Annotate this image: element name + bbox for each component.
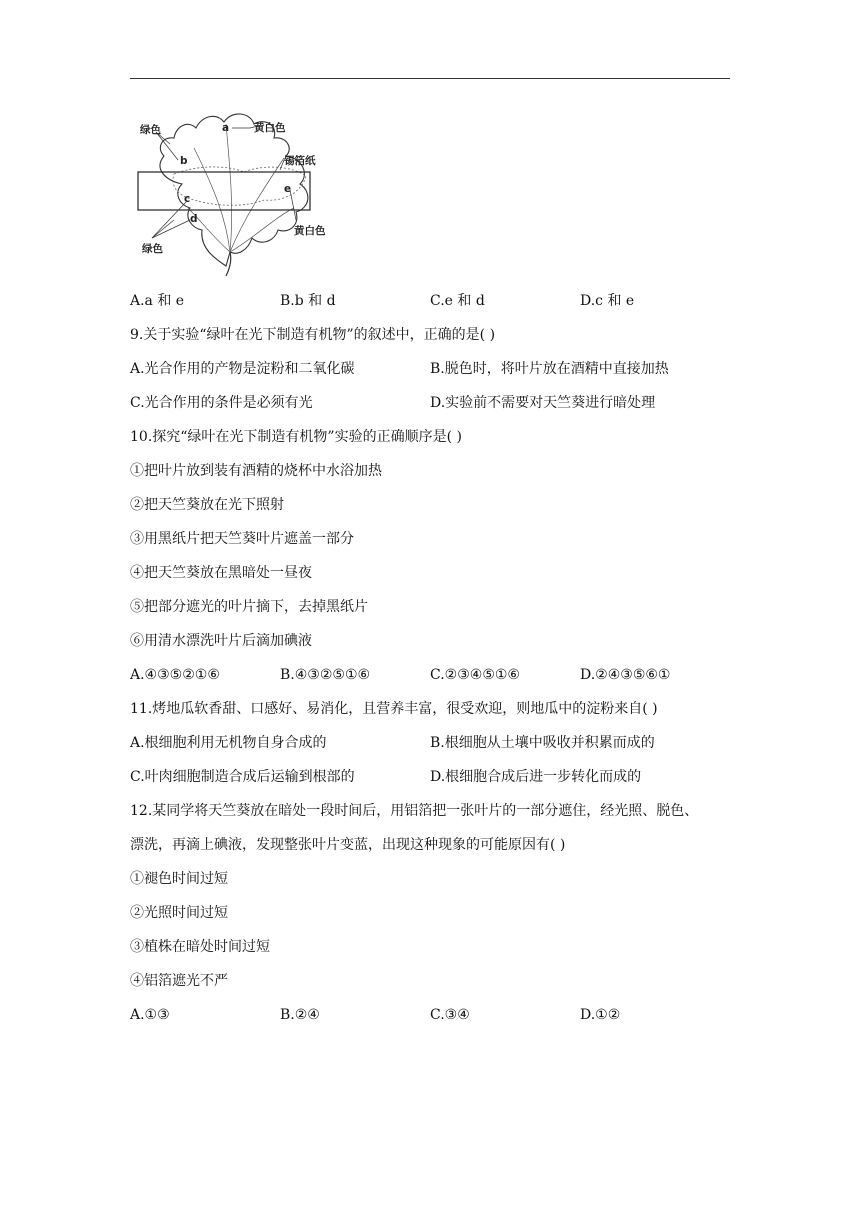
q10-step-2: ②把天竺葵放在光下照射 — [130, 497, 284, 513]
q12-step-1: ①褪色时间过短 — [130, 871, 228, 887]
q11-option-c[interactable]: C.叶肉细胞制造合成后运输到根部的 — [130, 769, 355, 785]
label-foil: 锡箔纸 — [284, 155, 316, 167]
label-b: b — [180, 155, 188, 167]
q9-option-a[interactable]: A.光合作用的产物是淀粉和二氧化碳 — [130, 361, 355, 377]
q9-option-d[interactable]: D.实验前不需要对天竺葵进行暗处理 — [430, 395, 656, 411]
q12-step-4: ④铝箔遮光不严 — [130, 973, 228, 989]
q10-step-5: ⑤把部分遮光的叶片摘下，去掉黑纸片 — [130, 599, 368, 615]
leaf-figure — [134, 108, 344, 278]
q12-option-a[interactable]: A.①③ — [130, 1007, 170, 1023]
q12-step-3: ③植株在暗处时间过短 — [130, 939, 270, 955]
q8-option-c[interactable]: C.e 和 d — [430, 293, 485, 309]
q10-option-a[interactable]: A.④③⑤②①⑥ — [130, 667, 220, 683]
q12-option-c[interactable]: C.③④ — [430, 1007, 470, 1023]
q9-stem: 9.关于实验“绿叶在光下制造有机物”的叙述中，正确的是( ) — [130, 327, 496, 343]
q8-option-a[interactable]: A.a 和 e — [130, 293, 185, 309]
q10-step-6: ⑥用清水漂洗叶片后滴加碘液 — [130, 633, 312, 649]
q11-option-b[interactable]: B.根细胞从土壤中吸收并积累而成的 — [430, 735, 655, 751]
q12-stem-line-1: 12.某同学将天竺葵放在暗处一段时间后，用铝箔把一张叶片的一部分遮住，经光照、脱色、 — [130, 803, 699, 819]
q9-option-c[interactable]: C.光合作用的条件是必须有光 — [130, 395, 313, 411]
label-yellow-bottom: 黄白色 — [294, 225, 326, 237]
q11-option-a[interactable]: A.根细胞利用无机物自身合成的 — [130, 735, 327, 751]
q10-option-d[interactable]: D.②④③⑤⑥① — [580, 667, 671, 683]
q10-step-4: ④把天竺葵放在黑暗处一昼夜 — [130, 565, 312, 581]
q9-option-b[interactable]: B.脱色时，将叶片放在酒精中直接加热 — [430, 361, 669, 377]
label-c: c — [184, 193, 191, 205]
q11-stem: 11.烤地瓜软香甜、口感好、易消化，且营养丰富，很受欢迎，则地瓜中的淀粉来自( ) — [130, 701, 658, 717]
q11-option-d[interactable]: D.根细胞合成后进一步转化而成的 — [430, 769, 642, 785]
q8-option-b[interactable]: B.b 和 d — [280, 293, 336, 309]
label-green-bottom: 绿色 — [142, 243, 163, 255]
header-rule — [130, 78, 730, 79]
q10-step-1: ①把叶片放到装有酒精的烧杯中水浴加热 — [130, 463, 382, 479]
leaf-vein — [194, 148, 230, 252]
q10-option-b[interactable]: B.④③②⑤①⑥ — [280, 667, 371, 683]
label-a: a — [222, 122, 230, 134]
label-green-top: 绿色 — [140, 124, 161, 136]
q10-stem: 10.探究“绿叶在光下制造有机物”实验的正确顺序是( ) — [130, 429, 462, 445]
q10-option-c[interactable]: C.②③④⑤①⑥ — [430, 667, 520, 683]
q12-stem-line-2: 漂洗，再滴上碘液，发现整张叶片变蓝，出现这种现象的可能原因有( ) — [130, 837, 566, 853]
q12-option-b[interactable]: B.②④ — [280, 1007, 320, 1023]
q12-option-d[interactable]: D.①② — [580, 1007, 621, 1023]
label-d: d — [190, 213, 198, 225]
q10-step-3: ③用黑纸片把天竺葵叶片遮盖一部分 — [130, 531, 354, 547]
q12-step-2: ②光照时间过短 — [130, 905, 228, 921]
label-e: e — [284, 183, 292, 195]
q8-option-d[interactable]: D.c 和 e — [580, 293, 635, 309]
label-yellow-top: 黄白色 — [254, 122, 286, 134]
leaf-diagram — [134, 108, 344, 278]
